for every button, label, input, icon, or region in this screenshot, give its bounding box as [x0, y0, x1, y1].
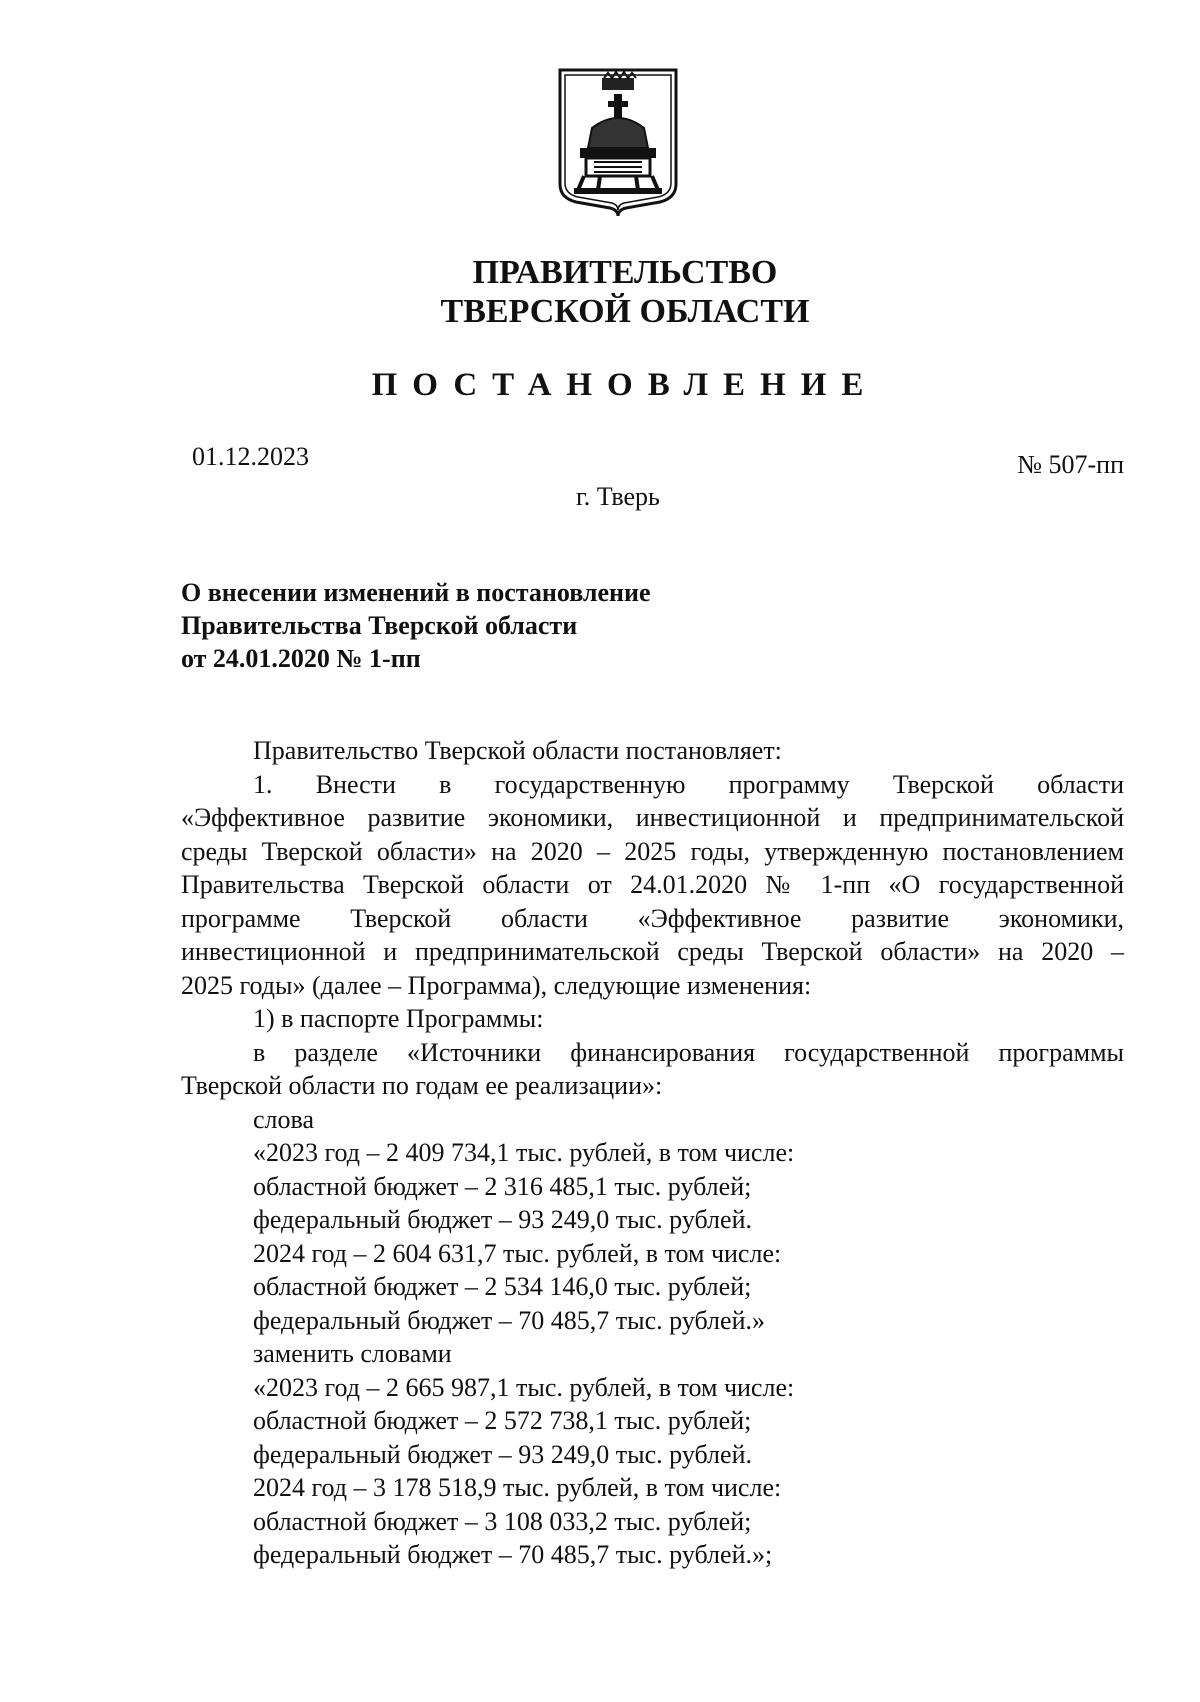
- item1-line-7: 2025 годы» (далее – Программа), следующие изменения:: [181, 970, 812, 1000]
- document-subject: [181, 576, 651, 675]
- org-name-line-2: ТВЕРСКОЙ ОБЛАСТИ: [440, 293, 810, 330]
- subject-line-2: Правительства Тверской области: [181, 611, 578, 640]
- item1-line-2: «Эффективное развитие экономики, инвестиционной и предпринимательской: [181, 803, 1124, 832]
- item1-line-4: Правительства Тверской области от 24.01.2020 № 1-пп «О государственной: [181, 870, 1124, 899]
- new-line-5: областной бюджет – 3 108 033,2 тыс. рублей;: [253, 1506, 752, 1536]
- tver-coat-of-arms-icon: [556, 66, 680, 218]
- new-line-4: 2024 год – 3 178 518,9 тыс. рублей, в том числе:: [253, 1473, 782, 1502]
- item1-line-1: 1. Внести в государственную программу Тверской области: [253, 769, 1124, 799]
- new-line-6: федеральный бюджет – 70 485,7 тыс. рублей.»;: [253, 1540, 773, 1569]
- subject-line-1: О внесении изменений в постановление: [181, 578, 651, 607]
- old-line-2: областной бюджет – 2 316 485,1 тыс. рублей;: [253, 1171, 752, 1201]
- document-body: [181, 734, 1124, 1572]
- item1-line-5: программе Тверской области «Эффективное развитие экономики,: [181, 903, 1124, 933]
- old-line-3: федеральный бюджет – 93 249,0 тыс. рублей.: [253, 1205, 752, 1234]
- old-line-1: «2023 год – 2 409 734,1 тыс. рублей, в том числе:: [253, 1138, 795, 1167]
- section-line-2: Тверской области по годам ее реализации»:: [181, 1071, 663, 1100]
- new-line-3: федеральный бюджет – 93 249,0 тыс. рублей.: [253, 1439, 752, 1469]
- document-date: 01.12.2023: [192, 442, 309, 471]
- subject-line-3: от 24.01.2020 № 1-пп: [181, 644, 421, 673]
- item1-line-3: среды Тверской области» на 2020 – 2025 годы, утвержденную постановлением: [181, 836, 1124, 866]
- replace-label: заменить словами: [253, 1339, 452, 1368]
- old-line-5: областной бюджет – 2 534 146,0 тыс. рублей;: [253, 1272, 752, 1301]
- old-line-6: федеральный бюджет – 70 485,7 тыс. рублей.»: [253, 1305, 765, 1335]
- old-line-4: 2024 год – 2 604 631,7 тыс. рублей, в том числе:: [253, 1238, 782, 1268]
- new-line-1: «2023 год – 2 665 987,1 тыс. рублей, в том числе:: [253, 1372, 795, 1402]
- org-name-line-1: ПРАВИТЕЛЬСТВО: [472, 254, 778, 291]
- subitem-1: 1) в паспорте Программы:: [253, 1004, 544, 1033]
- document-type: ПОСТАНОВЛЕНИЕ: [371, 367, 879, 403]
- new-line-2: областной бюджет – 2 572 738,1 тыс. рублей;: [253, 1406, 752, 1435]
- item1-line-6: инвестиционной и предпринимательской среды Тверской области» на 2020 –: [181, 937, 1124, 966]
- words-label: слова: [253, 1104, 314, 1134]
- document-number: № 507-пп: [1017, 450, 1124, 479]
- section-line-1: в разделе «Источники финансирования государственной программы: [253, 1037, 1124, 1067]
- document-city: г. Тверь: [576, 482, 660, 511]
- intro-paragraph: Правительство Тверской области постановляет:: [253, 736, 782, 765]
